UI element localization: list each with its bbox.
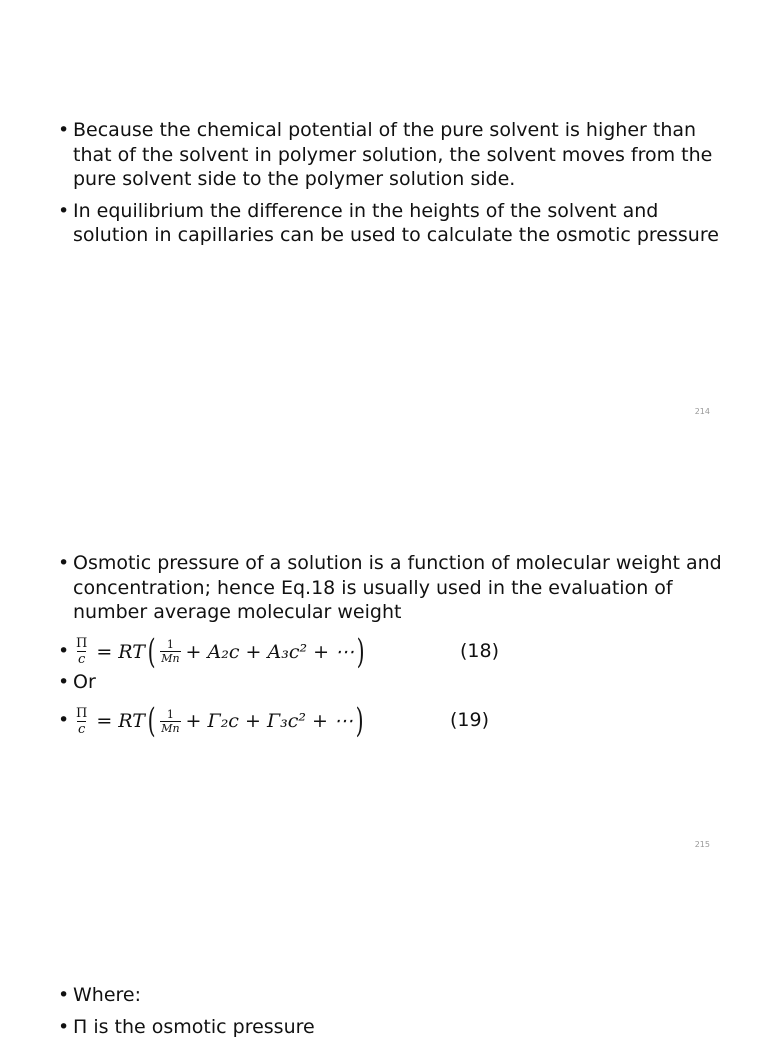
- bullet-equilibrium: • In equilibrium the difference in the heights of the solvent and solution in capillaries can be used to calculate the osmotic pressure: [58, 199, 738, 248]
- equation-18-number: (18): [460, 639, 500, 662]
- pi-over-c: $\frac{\Pi}{c}$: [76, 705, 88, 737]
- one-over-mn: $\frac{1}{Mn}$: [161, 638, 180, 665]
- one-over-mn: $\frac{1}{Mn}$: [161, 707, 180, 735]
- equation-18-row: • $\frac{\Pi}{c}$ = RT ( $\frac{1}{Mn}$ + A₂c + A₃c² + ⋯ ) (18): [58, 631, 500, 672]
- equation-19-number: (19): [450, 709, 490, 731]
- slide-215-bullets: [58, 551, 738, 739]
- bullet-where: • Where:: [58, 983, 738, 1008]
- slide-216: [0, 860, 768, 1038]
- bullet-chemical-potential: • Because the chemical potential of the pure solvent is higher than that of the solvent in polymer solution, the solvent moves from the pure solvent side to the polymer solution side.: [58, 118, 738, 192]
- pi-over-c: $\frac{\Pi}{c}$: [76, 636, 88, 667]
- slide-216-bullets: [58, 983, 738, 1046]
- bullet-or: • Or: [58, 670, 738, 695]
- equation-19-row: • $\frac{\Pi}{c}$ = RT ( $\frac{1}{Mn}$ + Γ₂c + Γ₃c² + ⋯ ) (19): [58, 701, 490, 741]
- equation-18-terms: + A₂c + A₃c² + ⋯: [185, 640, 355, 663]
- bullet-osmotic-intro: • Osmotic pressure of a solution is a function of molecular weight and concentration; hence Eq.18 is usually used in the evaluation of number average molecular weight: [58, 551, 738, 625]
- equation-19: $\frac{\Pi}{c}$ = RT ( $\frac{1}{Mn}$ + Γ₂c + Γ₃c² + ⋯ ): [76, 701, 364, 741]
- slide-215: [0, 430, 768, 860]
- equation-18: $\frac{\Pi}{c}$ = RT ( $\frac{1}{Mn}$ + A₂c + A₃c² + ⋯ ): [76, 631, 365, 672]
- bullet-pi-definition: • Π is the osmotic pressure: [58, 1015, 738, 1040]
- equation-19-terms: + Γ₂c + Γ₃c² + ⋯: [185, 710, 354, 732]
- slide-214-bullets: [58, 118, 738, 255]
- slide-214: [0, 0, 768, 430]
- page-number: 214: [694, 407, 710, 416]
- page-number: 215: [694, 840, 710, 849]
